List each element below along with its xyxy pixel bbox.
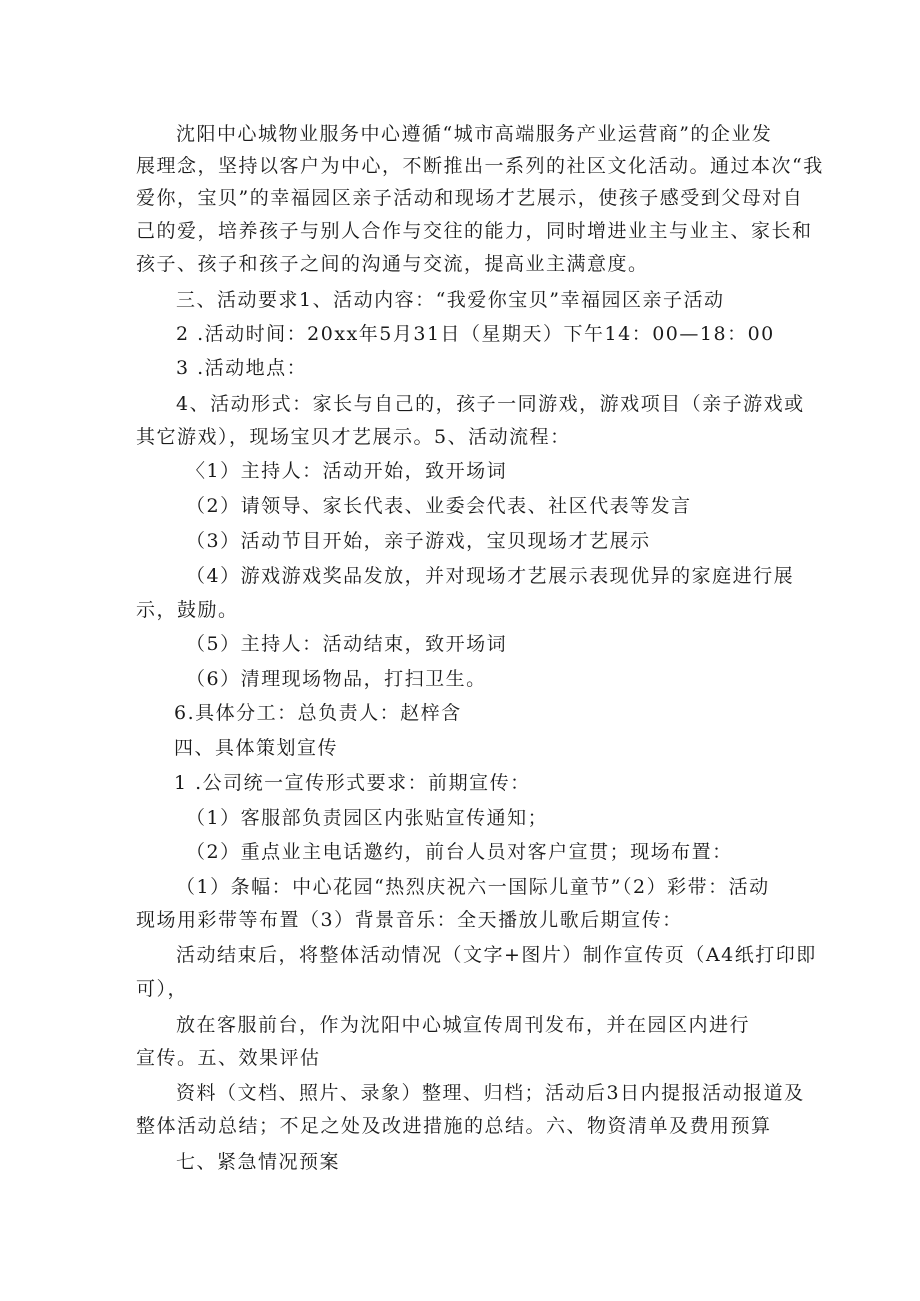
section-heading: 四、具体策划宣传	[174, 737, 339, 759]
list-item: （6）清理现场物品，打扫卫生。	[186, 668, 487, 690]
list-item: （2）重点业主电话邀约，前台人员对客户宣贯；现场布置：	[186, 841, 733, 863]
list-item: 3 .活动地点：	[176, 357, 308, 379]
list-item: 1 .公司统一宣传形式要求：前期宣传：	[174, 772, 531, 794]
paragraph-line: 沈阳中心城物业服务中心遵循“城市高端服务产业运营商”的企业发	[176, 123, 773, 145]
list-item: （1）客服部负责园区内张贴宣传通知；	[186, 807, 549, 829]
paragraph-line: 孩子、孩子和孩子之间的沟通与交流，提高业主满意度。	[136, 253, 649, 275]
paragraph-line: 整体活动总结；不足之处及改进措施的总结。六、物资清单及费用预算	[136, 1115, 772, 1137]
paragraph-line: 现场用彩带等布置（3）背景音乐：全天播放儿歌后期宣传：	[136, 909, 683, 931]
paragraph-line: 己的爱，培养孩子与别人合作与交往的能力，同时增进业主与业主、家长和	[136, 220, 813, 242]
paragraph-line: 展理念，坚持以客户为中心，不断推出一系列的社区文化活动。通过本次“我	[136, 155, 824, 177]
list-item: 6.具体分工：总负责人：赵梓含	[174, 702, 462, 724]
paragraph-line: 宣传。五、效果评估	[136, 1047, 321, 1069]
list-item: （1）条幅：中心花园“热烈庆祝六一国际儿童节”（2）彩带：活动	[176, 876, 770, 898]
list-item: （3）活动节目开始，亲子游戏，宝贝现场才艺展示	[186, 530, 651, 552]
paragraph-line: 活动结束后，将整体活动情况（文字+图片）制作宣传页（A4纸打印即	[176, 944, 817, 966]
section-heading: 三、活动要求1、活动内容：“我爱你宝贝”幸福园区亲子活动	[176, 289, 725, 311]
list-item: 4、活动形式：家长与自己的，孩子一同游戏，游戏项目（亲子游戏或	[176, 393, 805, 415]
list-item: 2 .活动时间：20xx年5月31日（星期天）下午14：00—18：00	[176, 323, 775, 345]
list-item: 〈1）主持人：活动开始，致开场词	[186, 460, 508, 482]
paragraph-line: 放在客服前台，作为沈阳中心城宣传周刊发布，并在园区内进行	[176, 1014, 751, 1036]
paragraph-line: 资料（文档、照片、录象）整理、归档；活动后3日内提报活动报道及	[176, 1082, 805, 1104]
section-heading: 七、紧急情况预案	[176, 1151, 341, 1173]
paragraph-line: 其它游戏），现场宝贝才艺展示。5、活动流程：	[136, 426, 571, 448]
list-item: （2）请领导、家长代表、业委会代表、社区代表等发言	[186, 495, 692, 517]
paragraph-line: 可），	[136, 978, 189, 1000]
list-item: （5）主持人：活动结束，致开场词	[186, 633, 508, 655]
paragraph-line: 爱你，宝贝”的幸福园区亲子活动和现场才艺展示，使孩子感受到父母对自	[136, 187, 804, 209]
paragraph-line: 示，鼓励。	[136, 599, 239, 621]
list-item: （4）游戏游戏奖品发放，并对现场才艺展示表现优异的家庭进行展	[186, 565, 795, 587]
